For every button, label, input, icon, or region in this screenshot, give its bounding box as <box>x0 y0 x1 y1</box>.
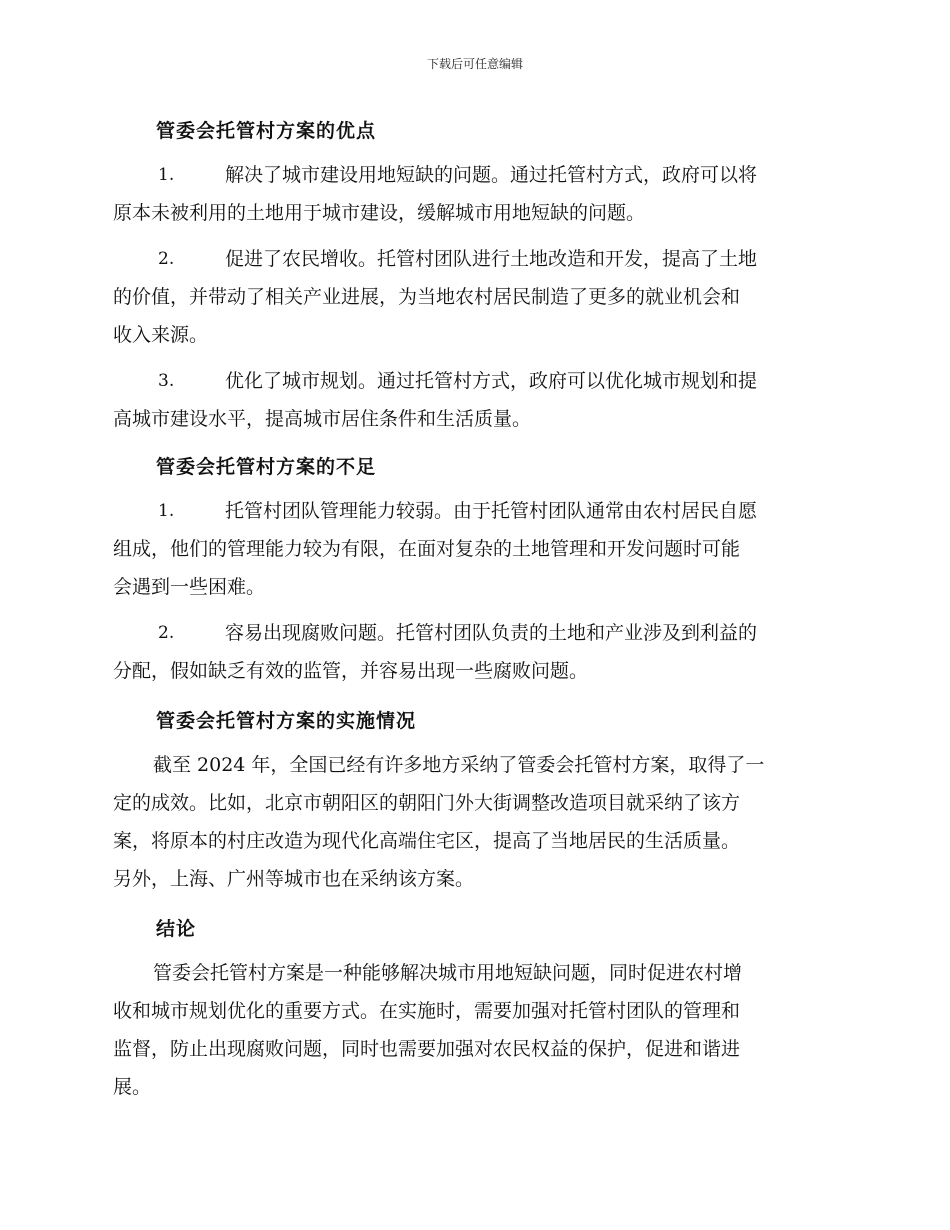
text-line: 案，将原本的村庄改造为现代化高端住宅区，提高了当地居民的生活质量。 <box>113 830 741 852</box>
text-line: 另外，上海、广州等城市也在采纳该方案。 <box>113 868 475 890</box>
text-line: 管委会托管村方案是一种能够解决城市用地短缺问题，同时促进农村增 <box>153 962 743 984</box>
item-number: 2. <box>158 249 175 269</box>
text-line: 容易出现腐败问题。托管村团队负责的土地和产业涉及到利益的 <box>225 622 758 644</box>
text-line: 高城市建设水平，提高城市居住条件和生活质量。 <box>113 408 532 430</box>
item-number: 3. <box>158 371 175 391</box>
text-line: 分配，假如缺乏有效的监管，并容易出现一些腐败问题。 <box>113 660 589 682</box>
text-line: 的价值，并带动了相关产业进展，为当地农村居民制造了更多的就业机会和 <box>113 286 741 308</box>
text-line: 组成，他们的管理能力较为有限，在面对复杂的土地管理和开发问题时可能 <box>113 538 741 560</box>
text-line: 原本未被利用的土地用于城市建设，缓解城市用地短缺的问题。 <box>113 202 646 224</box>
section-heading-disadvantages: 管委会托管村方案的不足 <box>156 456 377 478</box>
section-heading-advantages: 管委会托管村方案的优点 <box>156 120 377 142</box>
item-number: 1. <box>158 501 175 521</box>
text-line: 解决了城市建设用地短缺的问题。通过托管村方式，政府可以将 <box>225 164 758 186</box>
paragraph <box>113 746 833 898</box>
list-item <box>113 362 833 438</box>
text-line: 会遇到一些困难。 <box>113 576 266 598</box>
text-line: 优化了城市规划。通过托管村方式，政府可以优化城市规划和提 <box>225 370 758 392</box>
text-line: 展。 <box>113 1076 152 1098</box>
list-item <box>113 492 833 606</box>
text-line: 托管村团队管理能力较弱。由于托管村团队通常由农村居民自愿 <box>225 500 758 522</box>
list-item <box>113 156 833 232</box>
list-item <box>113 614 833 690</box>
section-heading-conclusion: 结论 <box>156 918 197 940</box>
item-number: 1. <box>158 165 175 185</box>
text-line: 定的成效。比如，北京市朝阳区的朝阳门外大街调整改造项目就采纳了该方 <box>113 792 741 814</box>
text-line: 收入来源。 <box>113 324 209 346</box>
list-item <box>113 240 833 354</box>
text-line: 截至 2024 年，全国已经有许多地方采纳了管委会托管村方案，取得了一 <box>153 754 765 776</box>
section-heading-implementation: 管委会托管村方案的实施情况 <box>156 710 417 732</box>
page-header-note: 下载后可任意编辑 <box>426 57 523 71</box>
paragraph <box>113 954 833 1106</box>
item-number: 2. <box>158 623 175 643</box>
text-line: 收和城市规划优化的重要方式。在实施时，需要加强对托管村团队的管理和 <box>113 1000 741 1022</box>
text-line: 促进了农民增收。托管村团队进行土地改造和开发，提高了土地 <box>225 248 758 270</box>
text-line: 监督，防止出现腐败问题，同时也需要加强对农民权益的保护，促进和谐进 <box>113 1038 741 1060</box>
